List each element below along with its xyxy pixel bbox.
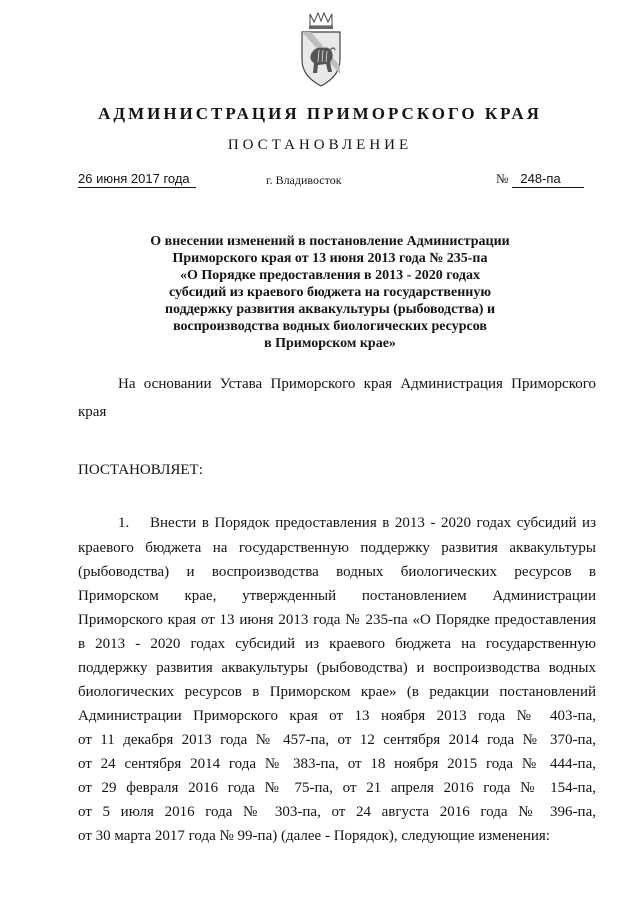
- item-text-line: от 29 февраля 2016 года № 75-па, от 21 апреля 2016 года № 154-па,: [78, 780, 596, 796]
- number-sign: №: [496, 171, 509, 186]
- title-line: поддержку развития аквакультуры (рыбоводства) и: [164, 302, 496, 317]
- document-city: г. Владивосток: [266, 173, 342, 187]
- document-title: [110, 233, 550, 352]
- item-number: 1.: [118, 515, 130, 531]
- title-line: «О Порядке предоставления в 2013 - 2020 годах: [180, 268, 480, 283]
- item-first-line: Внести в Порядок предоставления в 2013 - 2020 годах субсидий из: [150, 515, 596, 531]
- title-line: О внесении изменений в постановление Администрации: [150, 234, 510, 249]
- preamble-line: На основании Устава Приморского края Администрация Приморского: [118, 376, 596, 392]
- title-line: в Приморском крае»: [264, 336, 396, 351]
- item-text-line: в 2013 - 2020 годах субсидий из краевого бюджета на государственную: [78, 636, 596, 652]
- organization-name: АДМИНИСТРАЦИЯ ПРИМОРСКОГО КРАЯ: [98, 104, 542, 123]
- preamble-line: края: [78, 404, 107, 420]
- item-text-line: Администрации Приморского края от 13 ноября 2013 года № 403-па,: [78, 708, 596, 724]
- document-date: 26 июня 2017 года: [78, 171, 196, 188]
- document-type: ПОСТАНОВЛЕНИЕ: [227, 137, 413, 153]
- item-text-line: от 24 сентября 2014 года № 383-па, от 18 ноября 2015 года № 444-па,: [78, 756, 596, 772]
- title-line: Приморского края от 13 июня 2013 года № 235-па: [172, 251, 488, 266]
- item-text-line: краевого бюджета на государственную поддержку развития аквакультуры: [78, 540, 596, 556]
- resolves-heading: ПОСТАНОВЛЯЕТ:: [78, 462, 203, 478]
- item-text-line: биологических ресурсов в Приморском крае» (в редакции постановлений: [78, 684, 596, 700]
- title-line: воспроизводства водных биологических ресурсов: [173, 319, 487, 334]
- primorsky-krai-coat-of-arms-icon: [297, 10, 345, 90]
- document-number: 248-па: [512, 171, 584, 188]
- item-text-line: (рыбоводства) и воспроизводства водных биологических ресурсов в: [78, 564, 596, 580]
- document-number-block: [496, 171, 584, 188]
- item-text-line: от 11 декабря 2013 года № 457-па, от 12 сентября 2014 года № 370-па,: [78, 732, 596, 748]
- item-text-line: от 5 июля 2016 года № 303-па, от 24 августа 2016 года № 396-па,: [78, 804, 596, 820]
- item-text-line: Приморском крае, утвержденный постановлением Администрации: [78, 588, 596, 604]
- item-last-line: от 30 марта 2017 года № 99-па) (далее - Порядок), следующие изменения:: [78, 828, 550, 844]
- item-text-line: поддержку развития аквакультуры (рыбоводства) и воспроизводства водных: [78, 660, 596, 676]
- item-text-line: Приморского края от 13 июня 2013 года № 235-па «О Порядке предоставления: [78, 612, 596, 628]
- title-line: субсидий из краевого бюджета на государственную: [168, 285, 492, 300]
